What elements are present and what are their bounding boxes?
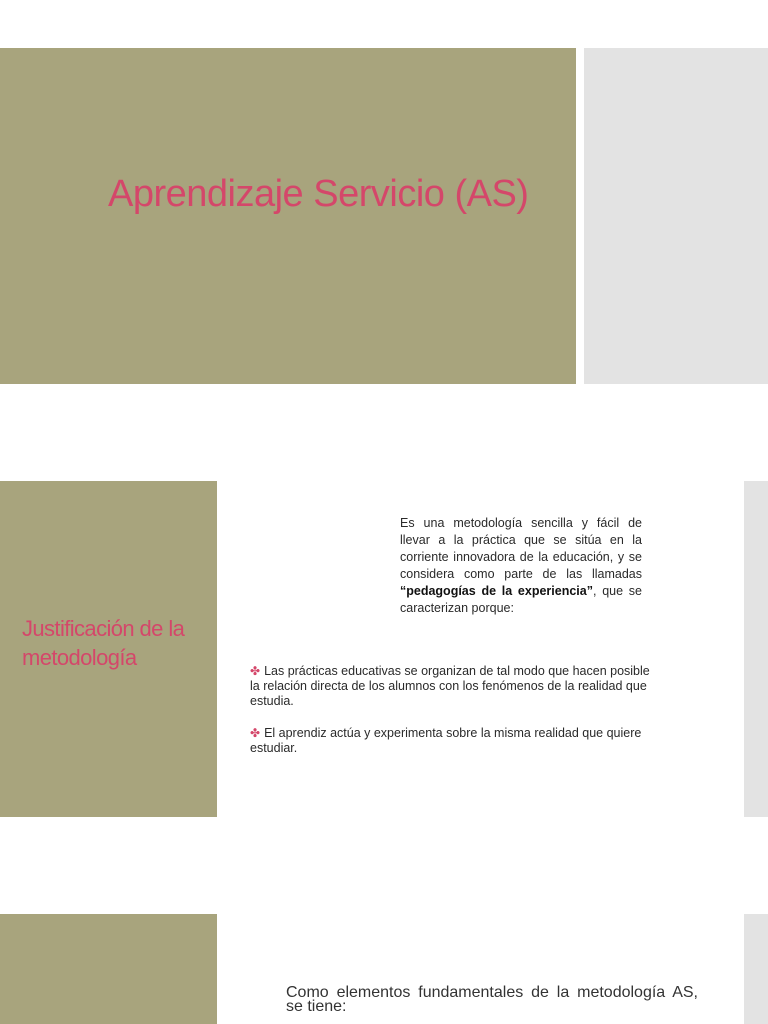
slide3-panel xyxy=(0,914,217,1024)
slide2-intro-paragraph xyxy=(400,515,642,617)
slide2-bullet-list xyxy=(250,664,650,773)
diamond-clover-icon: ✤ xyxy=(250,726,261,740)
intro-bold-text: “pedagogías de la experiencia” xyxy=(400,584,593,598)
slide3-text: Como elementos fundamentales de la metodología AS, se tiene: xyxy=(286,984,698,1015)
slide1-side-panel xyxy=(584,48,768,384)
bullet-text: Las prácticas educativas se organizan de tal modo que hacen posible la relación directa de los alumnos con los fenómenos de la realidad que estudia. xyxy=(250,664,650,708)
bullet-item xyxy=(250,664,650,709)
intro-text: , que se caracterizan porque: xyxy=(400,584,642,615)
bullet-item xyxy=(250,726,650,756)
slide2-title: Justificación de la metodología xyxy=(22,616,185,670)
intro-text: Es una metodología sencilla y fácil de llevar a la práctica que se sitúa en la corriente innovadora de la educación, y se considera como parte de las llamadas xyxy=(400,516,642,581)
bullet-text: El aprendiz actúa y experimenta sobre la misma realidad que quiere estudiar. xyxy=(250,726,642,755)
slide1-title: Aprendizaje Servicio (AS) xyxy=(108,173,529,215)
slide3-side-panel xyxy=(744,914,768,1024)
slide1-panel xyxy=(0,48,576,384)
slide2-side-panel xyxy=(744,481,768,817)
diamond-clover-icon: ✤ xyxy=(250,664,261,678)
